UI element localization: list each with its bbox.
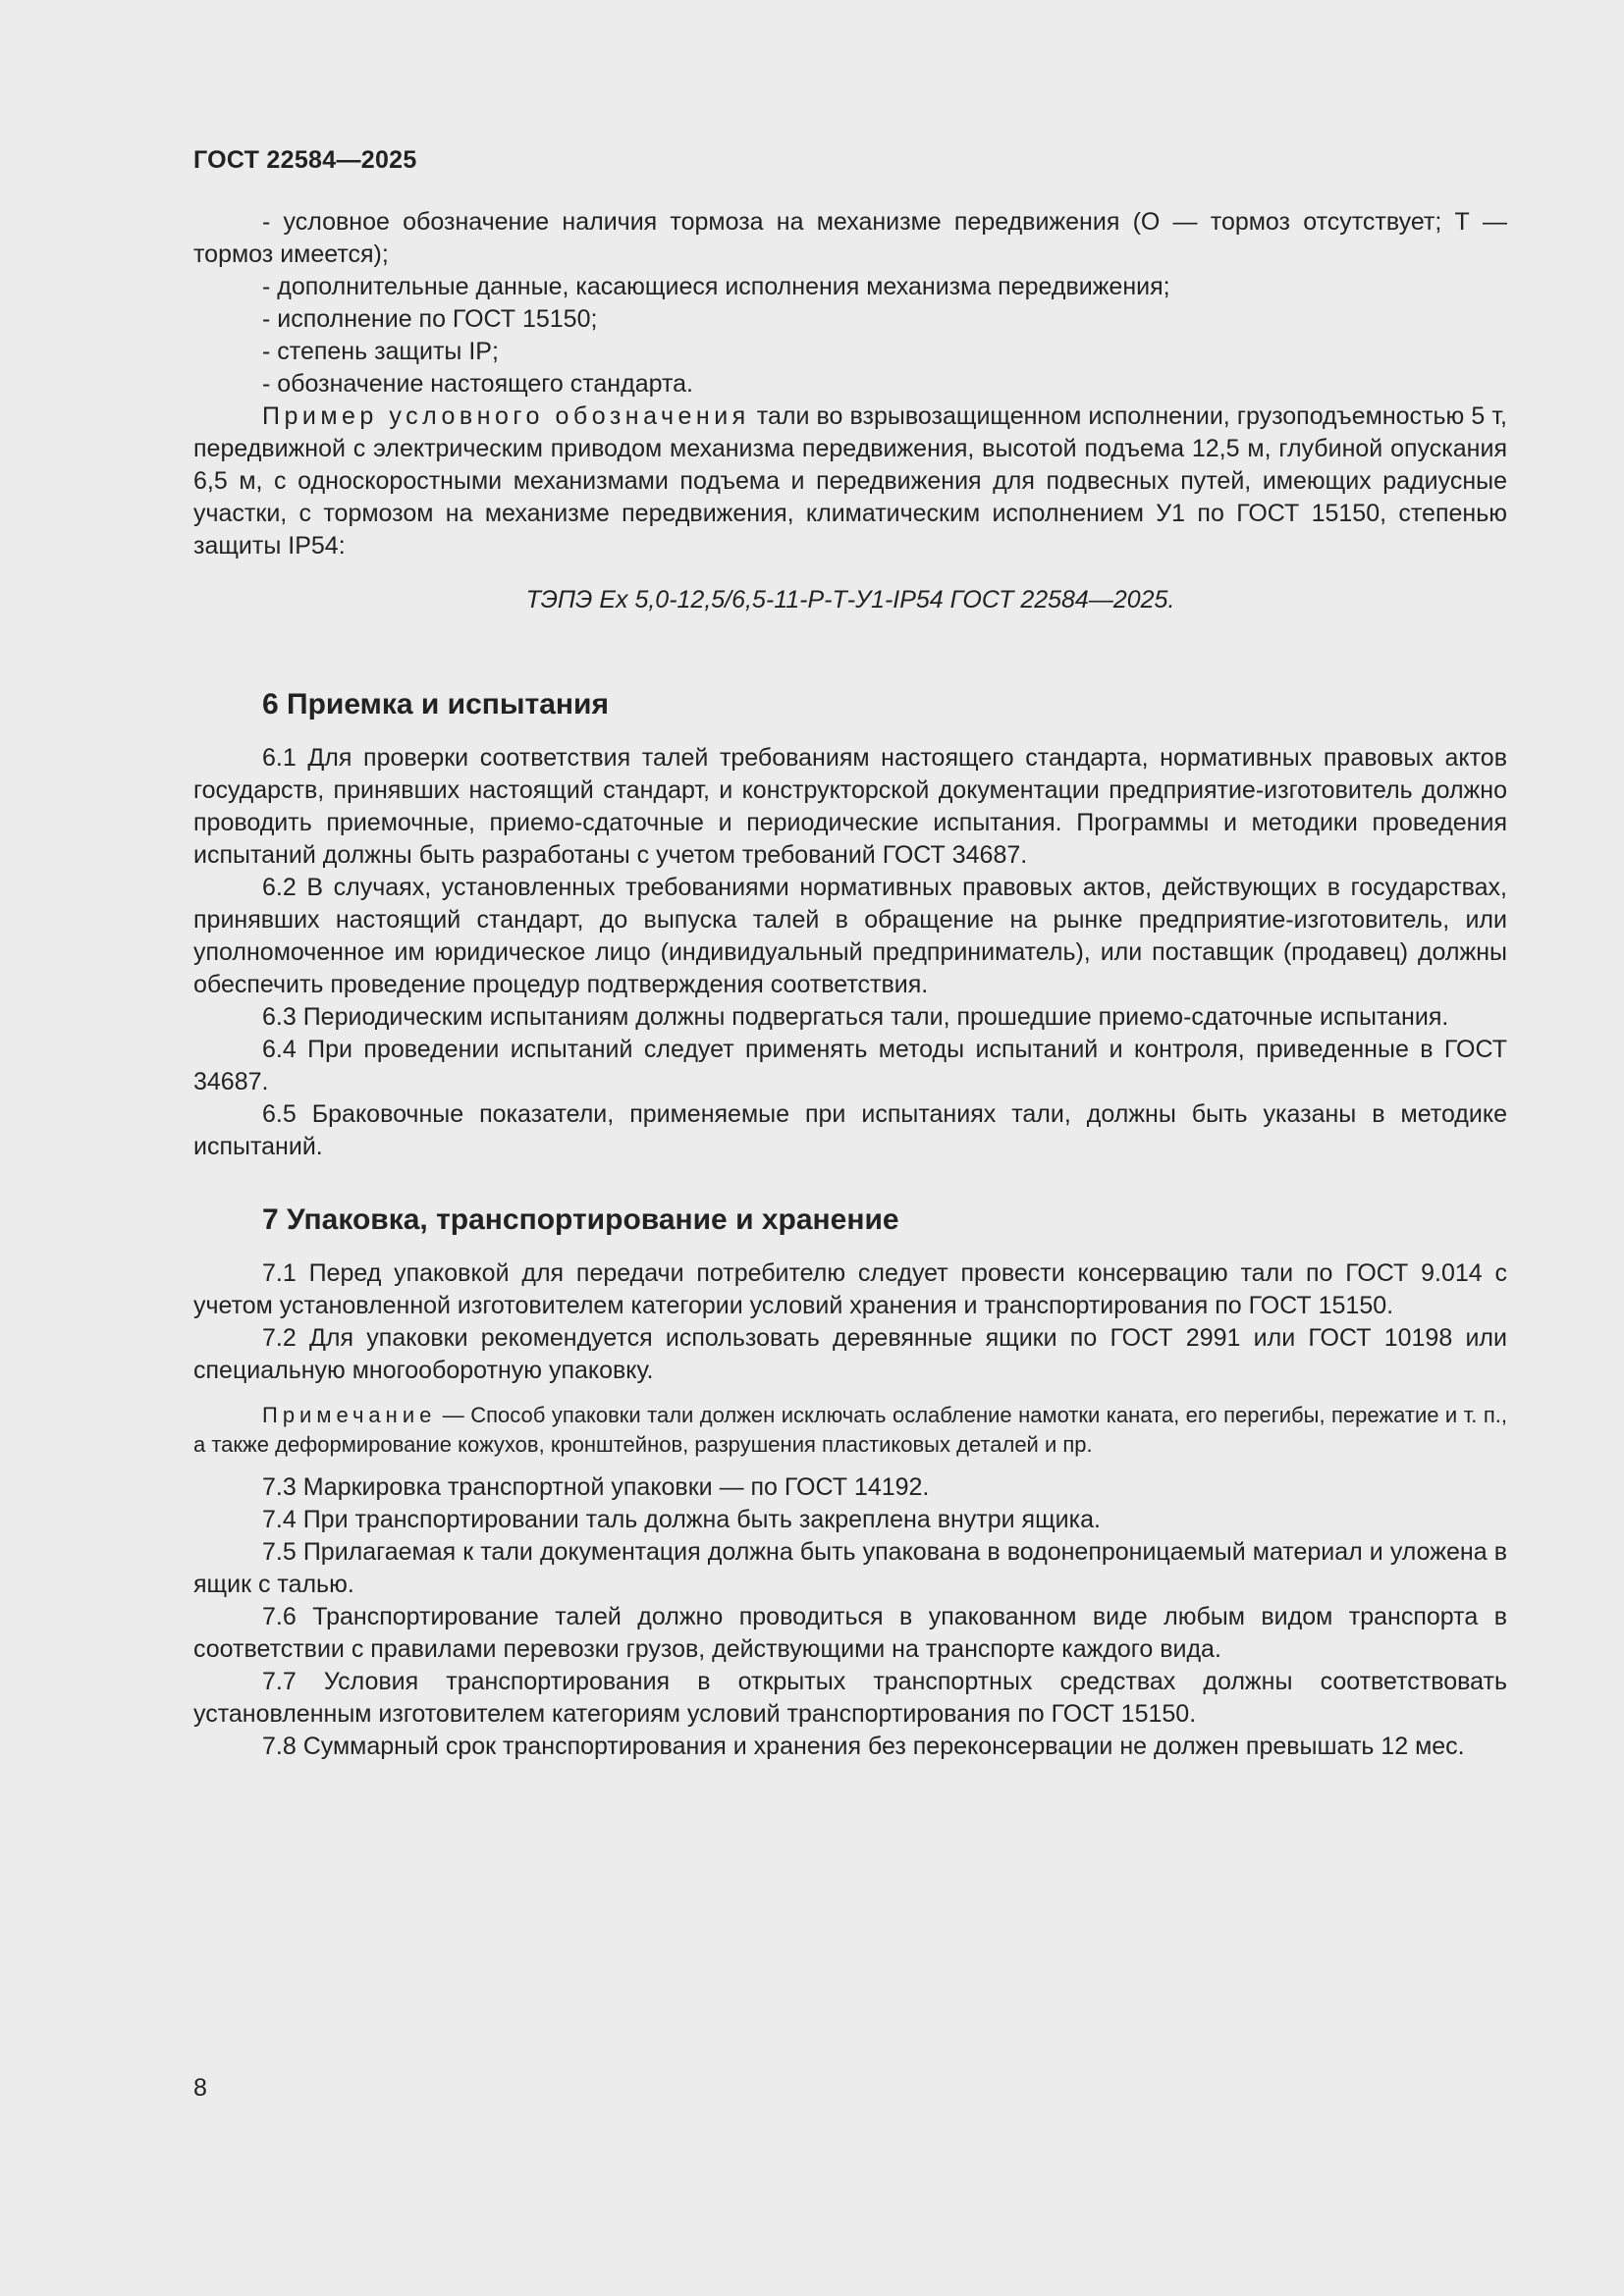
- page-number: 8: [193, 2074, 207, 2102]
- list-item: - исполнение по ГОСТ 15150;: [262, 305, 598, 333]
- note-label: Примечание: [262, 1403, 437, 1427]
- list-item: - условное обозначение наличия тормоза на механизме передвижения (О — тормоз отсутствует; Т — тормоз имеется);: [193, 208, 1507, 268]
- paragraph-7-5: 7.5 Прилагаемая к тали документация должна быть упакована в водонепроницаемый материал и уложена в ящик с талью.: [193, 1538, 1507, 1598]
- list-item: - обозначение настоящего стандарта.: [262, 370, 693, 398]
- paragraph-6-3: 6.3 Периодическим испытаниям должны подвергаться тали, прошедшие приемо-сдаточные испытания.: [262, 1003, 1449, 1031]
- paragraph-7-3: 7.3 Маркировка транспортной упаковки — по ГОСТ 14192.: [262, 1473, 930, 1501]
- paragraph-7-2: 7.2 Для упаковки рекомендуется использовать деревянные ящики по ГОСТ 2991 или ГОСТ 10198 или специальную многооборотную упаковку.: [193, 1324, 1507, 1384]
- section-7-title: 7 Упаковка, транспортирование и хранение: [262, 1203, 899, 1236]
- paragraph-6-5: 6.5 Браковочные показатели, применяемые при испытаниях тали, должны быть указаны в методике испытаний.: [193, 1100, 1507, 1160]
- example-label: Пример условного обозначения: [262, 402, 750, 430]
- paragraph-6-2: 6.2 В случаях, установленных требованиями нормативных правовых актов, действующих в государствах, принявших настоящий стандарт, до выпуска талей в обращение на рынке предприятие-изготовитель, или уполномоченное им юридическое лицо (индивидуальный предприниматель), или поставщик (продавец) должны обеспечить проведение процедур подтверждения соответствия.: [193, 874, 1507, 998]
- paragraph-6-1: 6.1 Для проверки соответствия талей требованиям настоящего стандарта, нормативных правовых актов государств, принявших настоящий стандарт, и конструкторской документации предприятие-изготовитель должно проводить приемочные, приемо-сдаточные и периодические испытания. Программы и методики проведения испытаний должны быть разработаны с учетом требований ГОСТ 34687.: [193, 744, 1507, 869]
- example-text: тали во взрывозащищенном исполнении, грузоподъемностью 5 т, передвижной с электрическим приводом механизма передвижения, высотой подъема 12,5 м, глубиной опускания 6,5 м, с односкоростными механизмами подъема и передвижения для подвесных путей, имеющих радиусные участки, с тормозом на механизме передвижения, климатическим исполнением У1 по ГОСТ 15150, степенью защиты IP54:: [193, 402, 1507, 560]
- note: [193, 1401, 1507, 1460]
- paragraph-7-6: 7.6 Транспортирование талей должно проводиться в упакованном виде любым видом транспорта в соответствии с правилами перевозки грузов, действующими на транспорте каждого вида.: [193, 1603, 1507, 1663]
- section-6-title: 6 Приемка и испытания: [262, 688, 609, 721]
- list-item: - степень защиты IP;: [262, 338, 499, 365]
- paragraph-7-1: 7.1 Перед упаковкой для передачи потребителю следует провести консервацию тали по ГОСТ 9.014 с учетом установленной изготовителем категории условий хранения и транспортирования по ГОСТ 15150.: [193, 1259, 1507, 1319]
- list-item: - дополнительные данные, касающиеся исполнения механизма передвижения;: [262, 273, 1170, 300]
- document-page: [193, 145, 1507, 1763]
- designation-formula: ТЭПЭ Ex 5,0-12,5/6,5-11-Р-Т-У1-IP54 ГОСТ 22584—2025.: [525, 586, 1175, 614]
- example-paragraph: [193, 400, 1507, 562]
- paragraph-7-8: 7.8 Суммарный срок транспортирования и хранения без переконсервации не должен превышать 12 мес.: [262, 1733, 1465, 1760]
- paragraph-7-4: 7.4 При транспортировании таль должна быть закреплена внутри ящика.: [262, 1506, 1101, 1533]
- paragraph-7-7: 7.7 Условия транспортирования в открытых транспортных средствах должны соответствовать установленным изготовителем категориям условий транспортирования по ГОСТ 15150.: [193, 1668, 1507, 1728]
- paragraph-6-4: 6.4 При проведении испытаний следует применять методы испытаний и контроля, приведенные в ГОСТ 34687.: [193, 1036, 1507, 1095]
- document-header: ГОСТ 22584—2025: [193, 146, 417, 174]
- note-text: — Способ упаковки тали должен исключать ослабление намотки каната, его перегибы, пережатие и т. п., а также деформирование кожухов, кронштейнов, разрушения пластиковых деталей и пр.: [193, 1403, 1507, 1457]
